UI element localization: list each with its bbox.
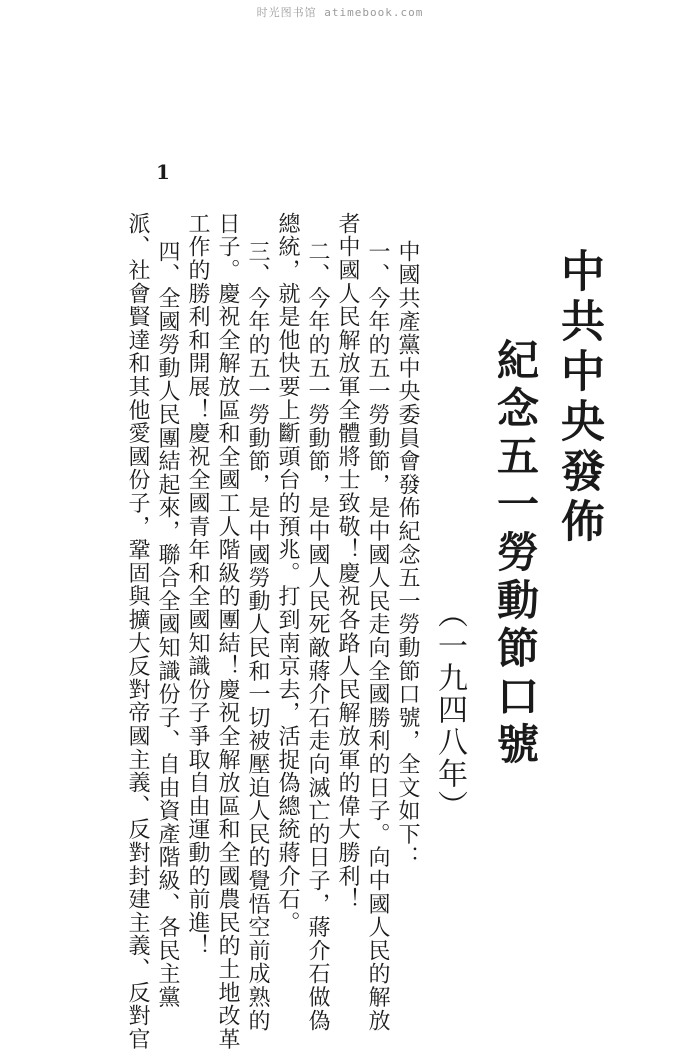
text-column-8: 工作的勝利和開展！慶祝全國青年和全國知識份子爭取自由運動的前進！ (185, 212, 210, 958)
text-column-5: 總統，就是他快要上斷頭台的預兆。打到南京去，活捉偽總統蔣介石。 (275, 212, 300, 935)
text-column-6: 三、今年的五一勞動節，是中國勞動人民和一切被壓迫人民的覺悟空前成熟的 (245, 240, 270, 1033)
text-column-7: 日子。慶祝全解放區和全國工人階級的團結！慶祝全解放區和全國農民的土地改革 (215, 212, 240, 1051)
text-column-4: 二、今年的五一勞動節，是中國人民死敵蔣介石走向滅亡的日子，蔣介石做偽 (305, 240, 330, 1033)
document-year: （一九四八年） (432, 598, 467, 822)
text-column-9: 四、全國勞動人民團結起來，聯合全國知識份子、自由資產階級、各民主黨 (155, 240, 180, 1009)
text-column-2: 一、今年的五一勞動節，是中國人民走向全國勝利的日子。向中國人民的解放 (365, 240, 390, 1033)
page-number: 1 (156, 160, 170, 184)
document-subtitle: 紀念五一勞動節口號 (491, 338, 540, 770)
watermark: 时光图书馆 atimebook.com (256, 6, 424, 19)
document-title: 中共中央發佈 (553, 248, 604, 548)
text-column-10: 派、社會賢達和其他愛國份子，鞏固與擴大反對帝國主義、反對封建主義、反對官 (125, 212, 150, 1051)
text-column-1: 中國共產黨中央委員會發佈紀念五一勞動節口號，全文如下： (395, 240, 420, 870)
text-column-3: 者中國人民解放軍全體將士致敬！慶祝各路人民解放軍的偉大勝利！ (335, 212, 360, 911)
